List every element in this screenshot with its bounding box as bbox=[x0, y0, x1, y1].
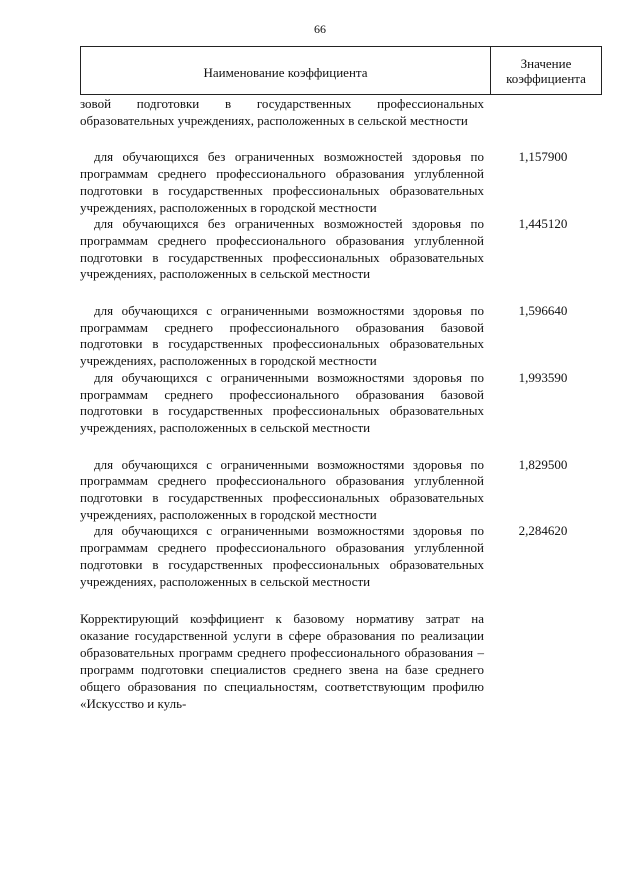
row-text: для обучающихся с ограниченными возможностями здоровья по программам среднего профессионального образования базовой подготовки в государственных профессиональных образовательных учреждениях, расположенных в городской местности bbox=[80, 303, 484, 369]
table-row bbox=[80, 216, 602, 283]
row-value: 1,596640 bbox=[518, 303, 568, 319]
table-header bbox=[80, 46, 602, 95]
row-text: для обучающихся с ограниченными возможностями здоровья по программам среднего профессионального образования углубленной подготовки в государственных профессиональных образовательных учреждениях, расположенных в сельской местности bbox=[80, 523, 484, 589]
row-value: 1,829500 bbox=[518, 456, 568, 472]
row-text: для обучающихся с ограниченными возможностями здоровья по программам среднего профессионального образования базовой подготовки в государственных профессиональных образовательных учреждениях, расположенных в сельской местности bbox=[80, 369, 484, 435]
footer-paragraph: Корректирующий коэффициент к базовому нормативу затрат на оказание государственной услуги в сфере образования по реализации образовательных программ среднего профессионального образования – программ подготовки специалистов среднего звена на базе среднего общего образования по специальностям, соответствующим профилю «Искусство и куль- bbox=[80, 611, 484, 712]
table-row bbox=[80, 457, 602, 524]
table-row bbox=[80, 303, 602, 370]
row-value: 1,445120 bbox=[518, 216, 568, 232]
row-value: 1,157900 bbox=[518, 149, 568, 165]
table-body bbox=[80, 96, 602, 712]
table-row-continuation bbox=[80, 96, 602, 129]
row-text: для обучающихся без ограниченных возможностей здоровья по программам среднего профессионального образования углубленной подготовки в государственных профессиональных образовательных учреждениях, расположенных в городской местности bbox=[80, 149, 484, 215]
row-value: 2,284620 bbox=[518, 523, 568, 539]
column-header-value bbox=[491, 47, 601, 94]
table-row bbox=[80, 523, 602, 590]
row-text: для обучающихся без ограниченных возможностей здоровья по программам среднего профессионального образования углубленной подготовки в государственных профессиональных образовательных учреждениях, расположенных в сельской местности bbox=[80, 216, 484, 282]
row-value: 1,993590 bbox=[518, 369, 568, 385]
table-row bbox=[80, 149, 602, 216]
row-text: для обучающихся с ограниченными возможностями здоровья по программам среднего профессионального образования углубленной подготовки в государственных профессиональных образовательных учреждениях, расположенных в городской местности bbox=[80, 456, 484, 522]
column-header-value-line1: Значение bbox=[520, 55, 572, 71]
column-header-value-line2: коэффициента bbox=[506, 70, 586, 86]
table-row bbox=[80, 370, 602, 437]
column-header-name: Наименование коэффициента bbox=[81, 47, 491, 94]
continuation-text: зовой подготовки в государственных профессиональных образовательных учреждениях, расположенных в сельской местности bbox=[80, 96, 484, 128]
page-number: 66 bbox=[314, 22, 326, 36]
